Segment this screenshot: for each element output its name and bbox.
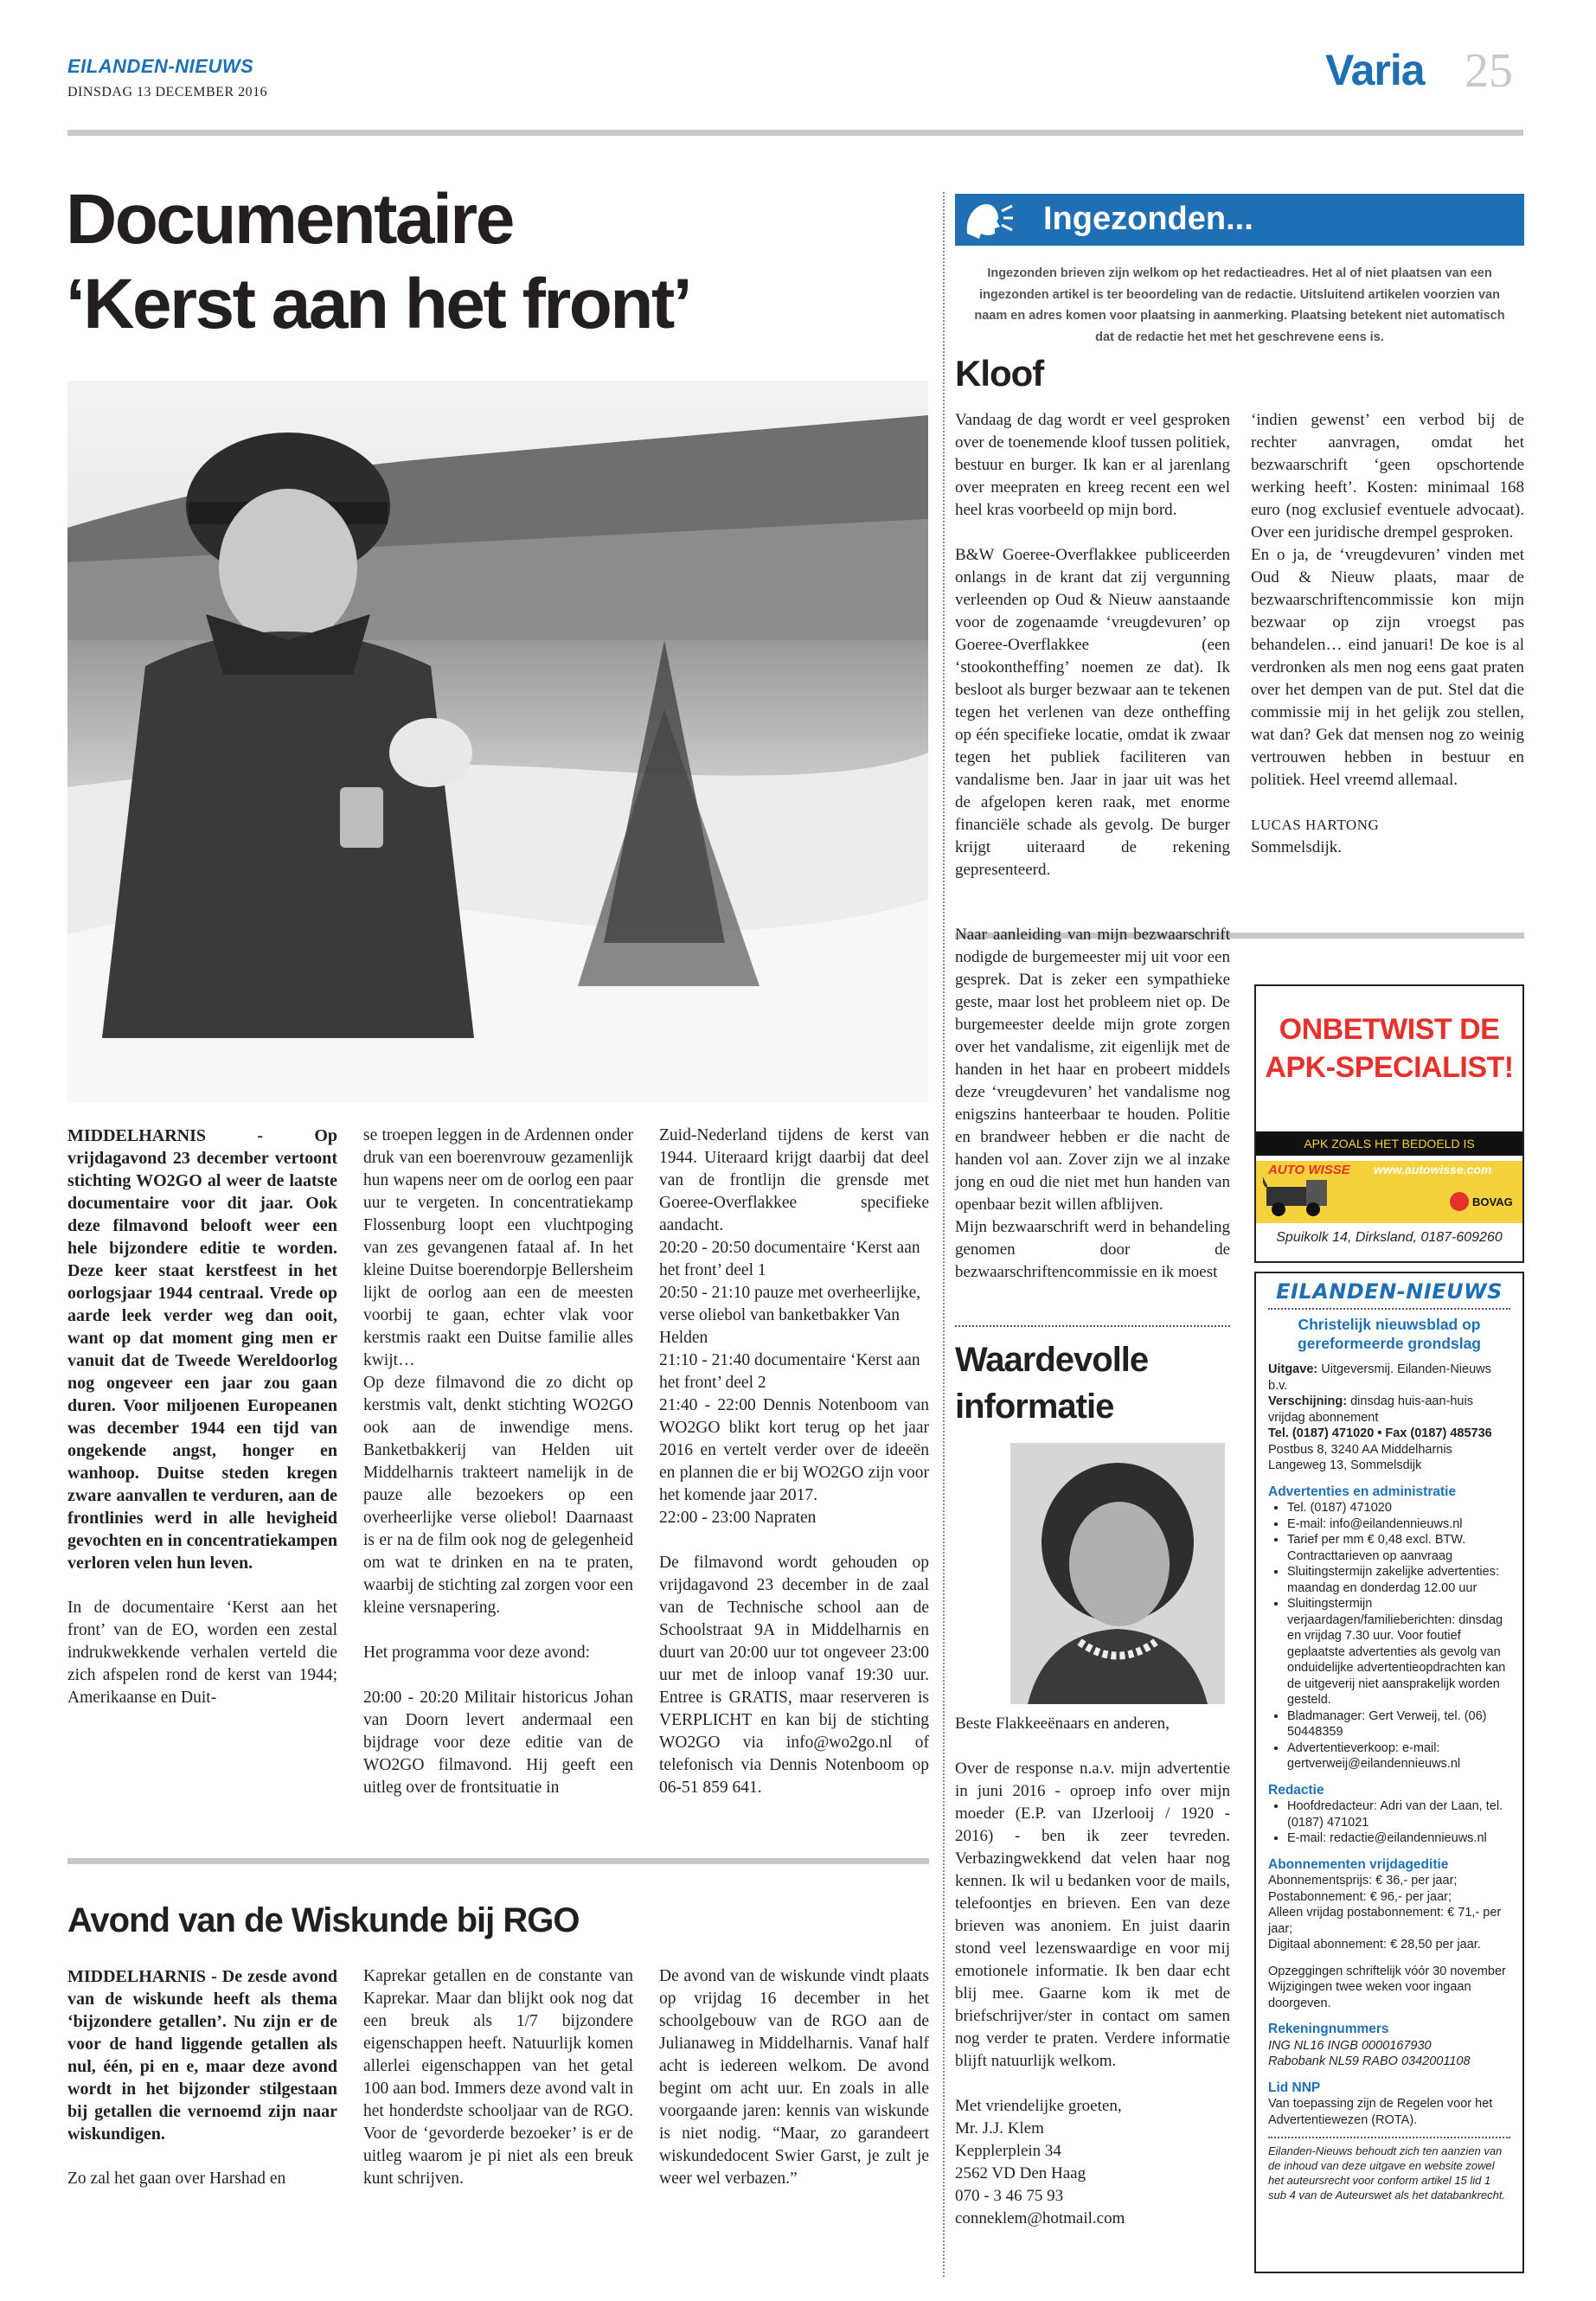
article1-body-5: 20:00 - 20:20 Militair historicus Johan van Doorn levert andermaal een bijdrage voor deze editie van de WO2GO filmavond. Hij geeft een uitleg over de frontsituatie in [363, 1689, 633, 1797]
article2-body-3: De avond van de wiskunde vindt plaats op vrijdag 16 december in het schoolgebouw van de RGO aan de Julianaweg in Middelharnis. Vanaf half acht is iedereen welkom. De avond begint om acht uur. En zoals in alle voorgaande jaren: kennis van wiskunde is niet nodig. “Maar, zo garandeert wiskundedocent Swier Garst, je zult je weer wel verbazen.” [659, 1967, 929, 2188]
article2-title: Avond van de Wiskunde bij RGO [67, 1901, 580, 1939]
letter2-body [955, 1713, 1230, 2230]
letter1-title: Kloof [955, 353, 1044, 394]
article1-body-3: Op deze filmavond die zo dicht op kerstmis valt, denkt stichting WO2GO ook aan de inwendige mens. Banketbakkerij van Helden uit Middelharnis trakteert namelijk in de pauze alle bezoekers op een overheerlijke verse oliebol! Daarnaast is er na de film ook nog de gelegenheid om wat te drinken en na te praten, waarbij de stichting zal zorgen voor een kleine versnapering. [363, 1374, 633, 1617]
program-item-2: 20:50 - 21:10 pauze met overheerlijke, verse oliebol van banketbakker Van Helden [659, 1284, 921, 1347]
apk-advertisement [1254, 984, 1524, 1263]
column-divider [943, 192, 945, 2277]
bovag-logo [1448, 1189, 1516, 1216]
article2-body-2: Kaprekar getallen en de constante van Kaprekar. Maar dan blijkt ook nog dat een breuk als 1/7 bijzondere eigenschappen heeft. Natuurlijk komen allerlei eigenschappen van het getal 100 aan bod. Immers deze avond valt in het honderdste schooljaar van de RGO. Voor de ‘gevorderde bezoeker’ is er de uitleg waarom je pi niet als een breuk kunt schrijven. [363, 1967, 633, 2188]
ad-address: Spuikolk 14, Dirksland, 0187-609260 [1276, 1230, 1503, 1245]
article-separator-rule [67, 1858, 929, 1864]
article1-body-2: se troepen leggen in de Ardennen onder druk van een boerenvrouw gezamenlijk hun wapens neer om de oorlog een paar uur te vergeten. In concentratiekamp Flossenburg loopt een vluchtpoging van zes gevangenen fataal af. In het kleine Duitse boerendorpje Bellersheim lijkt de oorlog aan een de meesten voorbij te gaan, echter vlak voor kerstmis raakt een Duitse familie alles kwijt… [363, 1126, 633, 1369]
colophon-subtitle-line-2: gereformeerde grondslag [1298, 1335, 1481, 1352]
bovag-icon [1450, 1192, 1469, 1211]
colophon-masthead: EILANDEN-NIEUWS [1276, 1279, 1503, 1304]
letter-divider [955, 1325, 1230, 1327]
redactie-heading: Redactie [1268, 1782, 1324, 1798]
article-photo-soldier [67, 381, 928, 1103]
letter1-p2: B&W Goeree-Overflakkee publiceerden onlangs in de krant dat zij vergunning verleenden op Oud & Nieuw aanstaande voor de zogenaamde ‘vreugdevuren’ op Goeree-Overflakkee (een ‘stookontheffing’ noemen ze dat). Ik besloot als burger bezwaar aan te tekenen tegen het verlenen van deze ontheffing op één specifieke locatie, omdat ik zwaar tegen het publiek faciliteren van vandalisme ben. Jaar in jaar uit was het de afgelopen keren raak, met enorme financiële schade als gevolg. De burger krijgt uiteraard de rekening gepresenteerd. [955, 546, 1230, 879]
portrait-photo [1010, 1443, 1225, 1704]
bovag-label: BOVAG [1472, 1195, 1513, 1208]
adv-item: • Tel. (0187) 471020 [1287, 1500, 1510, 1516]
adv-item: • E-mail: info@eilandennieuws.nl [1287, 1516, 1510, 1533]
nnp-heading: Lid NNP [1268, 2080, 1321, 2095]
letter2-address-line-3: 2562 VD Den Haag [955, 2164, 1086, 2182]
masthead: EILANDEN-NIEUWS [67, 55, 254, 77]
adv-heading: Advertenties en administratie [1268, 1484, 1457, 1499]
article2-col3 [659, 1965, 929, 2190]
ad-banner [1256, 1161, 1522, 1223]
letter2-title-line-2: informatie [955, 1388, 1114, 1426]
colophon-subtitle [1268, 1315, 1510, 1353]
postbus: Postbus 8, 3240 AA Middelharnis [1268, 1442, 1452, 1457]
ingezonden-intro [955, 263, 1524, 348]
article2-body-1: Zo zal het gaan over Harshad en [67, 2170, 286, 2188]
letter2-p1: Over de response n.a.v. mijn advertentie in juni 2016 - oproep info over mijn moeder (E.P. van IJzerlooij / 1920 - 2016) - ben ik zeer tevreden. Verbazingwekkend dat velen haar nog kennen. Ik wil u bedanken voor de mails, telefoontjes en brieven. Een van deze brieven was anoniem. En juist daarin stond veel lezenswaardige en voor mij emotionele informatie. Ik ben daar echt blij mee. Gaarne kom ik met de briefschrijver/ster in contact om samen nog verder te praten. Verdere informatie blijft natuurlijk welkom. [955, 1759, 1230, 2070]
intro-line-1: Ingezonden brieven zijn welkom op het redactieadres. Het al of niet plaatsen van een [987, 266, 1492, 280]
letter2-address-line-2: Kepplerplein 34 [955, 2142, 1061, 2160]
opzeg-text: Opzeggingen schriftelijk vóór 30 november Wijzigingen twee weken voor ingaan doorgeven. [1268, 1964, 1506, 2010]
letter2-closing: Met vriendelijke groeten, [955, 2097, 1122, 2115]
ad-headline [1256, 1010, 1522, 1086]
letter1-signature-name: LUCAS HARTONG [1251, 817, 1380, 833]
article-title [66, 177, 690, 347]
header-rule [67, 130, 1523, 136]
adv-item: • Sluitingstermijn zakelijke advertenties: maandag en donderdag 12.00 uur [1287, 1564, 1510, 1596]
adv-item: • Advertentieverkoop: e-mail: gertverweij@eilandennieuws.nl [1287, 1740, 1510, 1772]
intro-line-4: dat de redactie het met het geschrevene eens is. [1095, 330, 1384, 344]
section-name: Varia [1325, 46, 1425, 94]
article1-lead: MIDDELHARNIS - Op vrijdagavond 23 december vertoont stichting WO2GO al weer de laatste documentaire voor dit jaar. Ook deze filmavond belooft weer een hele bijzondere editie te worden. Deze keer staat kerstfeest in het oorlogsjaar 1944 centraal. Vrede op aarde leek verder weg dan ooit, want op dat moment ging men er vanuit dat de Tweede Wereldoorlog nog ongeveer een jaar zou gaan duren. Voor miljoenen Europeanen was december 1944 een tijd van ongekende angst, honger en wanhoop. Duitse steden kregen zware aanvallen te verduren, aan de frontlinies werd in alle hevigheid gevochten en in concentratiekampen verloren velen hun leven. [67, 1126, 337, 1573]
letter1-p4: Mijn bezwaarschrift werd in behandeling genomen door de bezwaarschriftencommissie en ik moest [955, 1218, 1230, 1281]
ad-bar: APK ZOALS HET BEDOELD IS [1256, 1131, 1522, 1156]
portrait-illustration [1010, 1443, 1225, 1704]
ad-brand: AUTO WISSE [1268, 1163, 1350, 1177]
adv-item: • Sluitingstermijn verjaardagen/familieberichten: dinsdag en vrijdag 7.30 uur. Voor foutief geplaatste advertenties als gevolg van onduidelijke advertentieopdrachten kan de uitgeverij niet aansprakelijk worden gesteld. [1287, 1596, 1510, 1708]
nnp-text: Van toepassing zijn de Regelen voor het Advertentiewezen (ROTA). [1268, 2097, 1493, 2127]
tel-fax: Tel. (0187) 471020 • Fax (0187) 485736 [1268, 1426, 1492, 1440]
rek-line: ING NL16 INGB 0000167930 [1268, 2038, 1432, 2053]
adv-list [1268, 1500, 1510, 1772]
ad-headline-line-1: ONBETWIST DE [1279, 1013, 1500, 1046]
article2-col2 [363, 1965, 633, 2190]
disclaimer-rule [1268, 2137, 1510, 2138]
letter1-col1-continued [955, 924, 1230, 1284]
verschijning-value: dinsdag huis-aan-huis vrijdag abonnement [1268, 1394, 1473, 1425]
abon-line: Abonnementsprijs: € 36,- per jaar; [1268, 1874, 1458, 1888]
redactie-list [1268, 1798, 1510, 1847]
colophon-rule [1268, 1308, 1510, 1310]
intro-line-3: naam en adres komen voor plaatsing in aanmerking. Plaatsing betekent niet automatisch [974, 309, 1505, 323]
letter1-col2 [1251, 409, 1524, 859]
ad-url[interactable]: www.autowisse.com [1374, 1163, 1492, 1176]
article1-body-6: Zuid-Nederland tijdens de kerst van 1944. Uiteraard krijgt daarbij dat deel van de frontlijn die grensde met Goeree-Overflakkee specifieke aandacht. [659, 1126, 929, 1234]
letter1-p3: Naar aanleiding van mijn bezwaarschrift nodigde de burgemeester mij uit voor een gesprek. Dat is zeker een sympathieke geste, maar lost het probleem niet op. De burgemeester deelde mijn grote zorgen over het vandalisme, zit eigenlijk met de handen in het haar en probeert middels deze ‘vreugdevuren’ het vandalisme nog enigszins hanteerbaar te houden. Politie en brandweer hebben er die nacht de handen vol aan. Zover zijn we al inzake jong en oud die niet met hun handen van openbaar bezit willen afblijven. [955, 926, 1230, 1214]
disclaimer: Eilanden-Nieuws behoudt zich ten aanzien van de inhoud van deze uitgave en website zowel het auteursrecht voor conform artikel 15 lid 1 sub 4 van de Auteurswet als het databankrecht. [1268, 2144, 1506, 2202]
uitgave-value: Uitgeversmij. Eilanden-Nieuws b.v. [1268, 1362, 1491, 1393]
issue-date: DINSDAG 13 DECEMBER 2016 [67, 85, 268, 99]
rek-line: Rabobank NL59 RABO 0342001108 [1268, 2054, 1471, 2068]
abon-line: Alleen vrijdag postabonnement: € 71,- per jaar; [1268, 1906, 1502, 1936]
article2-lead: MIDDELHARNIS - De zesde avond van de wiskunde heeft als thema ‘bijzondere getallen’. Nu zijn er de voor de hand liggende getallen als nul, één, pi en e, maar deze avond wordt in het bijzonder stilgestaan bij getallen die vernoemd zijn naar wiskundigen. [67, 1967, 337, 2144]
tow-truck-icon [1263, 1175, 1341, 1222]
letter2-address-line-1: Mr. J.J. Klem [955, 2119, 1044, 2138]
speaking-head-icon [962, 199, 1014, 245]
letter2-title [955, 1336, 1148, 1430]
abon-line: Postabonnement: € 96,- per jaar; [1268, 1889, 1452, 1904]
ingezonden-title: Ingezonden... [1043, 201, 1253, 237]
article-title-line-1: Documentaire [66, 180, 513, 259]
soldier-photo-illustration [67, 381, 928, 1103]
redactie-item: • E-mail: redactie@eilandennieuws.nl [1287, 1830, 1510, 1847]
article1-body-1: In de documentaire ‘Kerst aan het front’ van de EO, worden een zestal indrukwekkende verhalen verteld die zich afspelen rond de kerst van 1944; Amerikaanse en Duit- [67, 1599, 337, 1707]
redactie-item: • Hoofdredacteur: Adri van der Laan, tel. (0187) 471021 [1287, 1798, 1510, 1830]
letter2-title-line-1: Waardevolle [955, 1341, 1149, 1379]
uitgave-label: Uitgave: [1268, 1362, 1318, 1376]
adv-item: • Bladmanager: Gert Verweij, tel. (06) 50448359 [1287, 1708, 1510, 1740]
letter2-address-line-4: 070 - 3 46 75 93 [955, 2187, 1064, 2205]
ingezonden-banner [955, 194, 1524, 246]
article1-col2 [363, 1125, 633, 1799]
letter1-p6: En o ja, de ‘vreugdevuren’ vinden met Oud & Nieuw plaats, maar de bezwaarschriftencommissie kon mijn bezwaar op zijn vroegst pas behandelen… eind januari! De koe is al verdronken als men nog eens gaat praten over het dempen van de put. Stel dat die commissie mij in het gelijk zou stellen, wat dan? Gek dat mensen nog zo weinig vertrouwen hebben in bestuur en politiek. Heel vreemd allemaal. [1251, 546, 1524, 789]
adv-item: • Tarief per mm € 0,48 excl. BTW. Contracttarieven op aanvraag [1287, 1532, 1510, 1564]
program-item-3: 21:10 - 21:40 documentaire ‘Kerst aan het front’ deel 2 [659, 1351, 920, 1392]
article2-col1 [67, 1965, 337, 2190]
abon-heading: Abonnementen vrijdageditie [1268, 1856, 1449, 1872]
letter1-signature-place: Sommelsdijk. [1251, 838, 1343, 856]
letter1-p1: Vandaag de dag wordt er veel gesproken over de toenemende kloof tussen politiek, bestuur en burger. Ik kan er al jarenlang over meepraten en kreeg recent een wel heel kras voorbeeld op mijn bord. [955, 411, 1230, 519]
intro-line-2: ingezonden artikel is ter beoordeling van de redactie. Uitsluitend artikelen voorzien van [979, 287, 1500, 302]
article1-col1 [67, 1125, 337, 1709]
abon-line: Digitaal abonnement: € 28,50 per jaar. [1268, 1938, 1481, 1952]
colophon-subtitle-line-1: Christelijk nieuwsblad op [1298, 1316, 1481, 1333]
article1-body-4: Het programma voor deze avond: [363, 1644, 591, 1662]
letter1-col1 [955, 409, 1230, 881]
verschijning-label: Verschijning: [1268, 1394, 1348, 1408]
colophon-address: Langeweg 13, Sommelsdijk [1268, 1458, 1422, 1472]
letter2-email: conneklem@hotmail.com [955, 2209, 1125, 2227]
program-item-4: 21:40 - 22:00 Dennis Notenboom van WO2GO blikt kort terug op het jaar 2016 en vertelt verder over de ideeën en plannen die er bij WO2GO zijn voor het komende jaar 2017. [659, 1396, 929, 1504]
letter2-greeting: Beste Flakkeeënaars en anderen, [955, 1715, 1170, 1733]
article1-col3 [659, 1125, 929, 1799]
letter1-p5: ‘indien gewenst’ een verbod bij de rechter aanvragen, omdat het bezwaarschrift ‘geen opschortende werking heeft’. Kosten: minimaal 168 euro (nog exclusief eventuele advocaat). Over een juridische drempel gesproken. [1251, 411, 1524, 542]
colophon-box [1254, 1272, 1524, 2273]
program-item-1: 20:20 - 20:50 documentaire ‘Kerst aan het front’ deel 1 [659, 1239, 920, 1279]
article1-body-7: De filmavond wordt gehouden op vrijdagavond 23 december in de zaal van de Technische school aan de Schoolstraat 9A in Middelharnis en duurt van 20:00 uur tot ongeveer 23:00 uur met de inloop vanaf 19:30 uur. Entree is GRATIS, maar reserveren is VERPLICHT en kan bij de stichting WO2GO via info@wo2go.nl of telefonisch via Dennis Notenboom op 06-51 859 641. [659, 1554, 929, 1797]
ad-headline-line-2: APK-SPECIALIST! [1265, 1051, 1514, 1084]
article-title-line-2: ‘Kerst aan het front’ [66, 265, 691, 343]
program-item-5: 22:00 - 23:00 Napraten [659, 1509, 817, 1527]
page-number: 25 [1465, 44, 1513, 98]
rek-heading: Rekeningnummers [1268, 2022, 1389, 2036]
